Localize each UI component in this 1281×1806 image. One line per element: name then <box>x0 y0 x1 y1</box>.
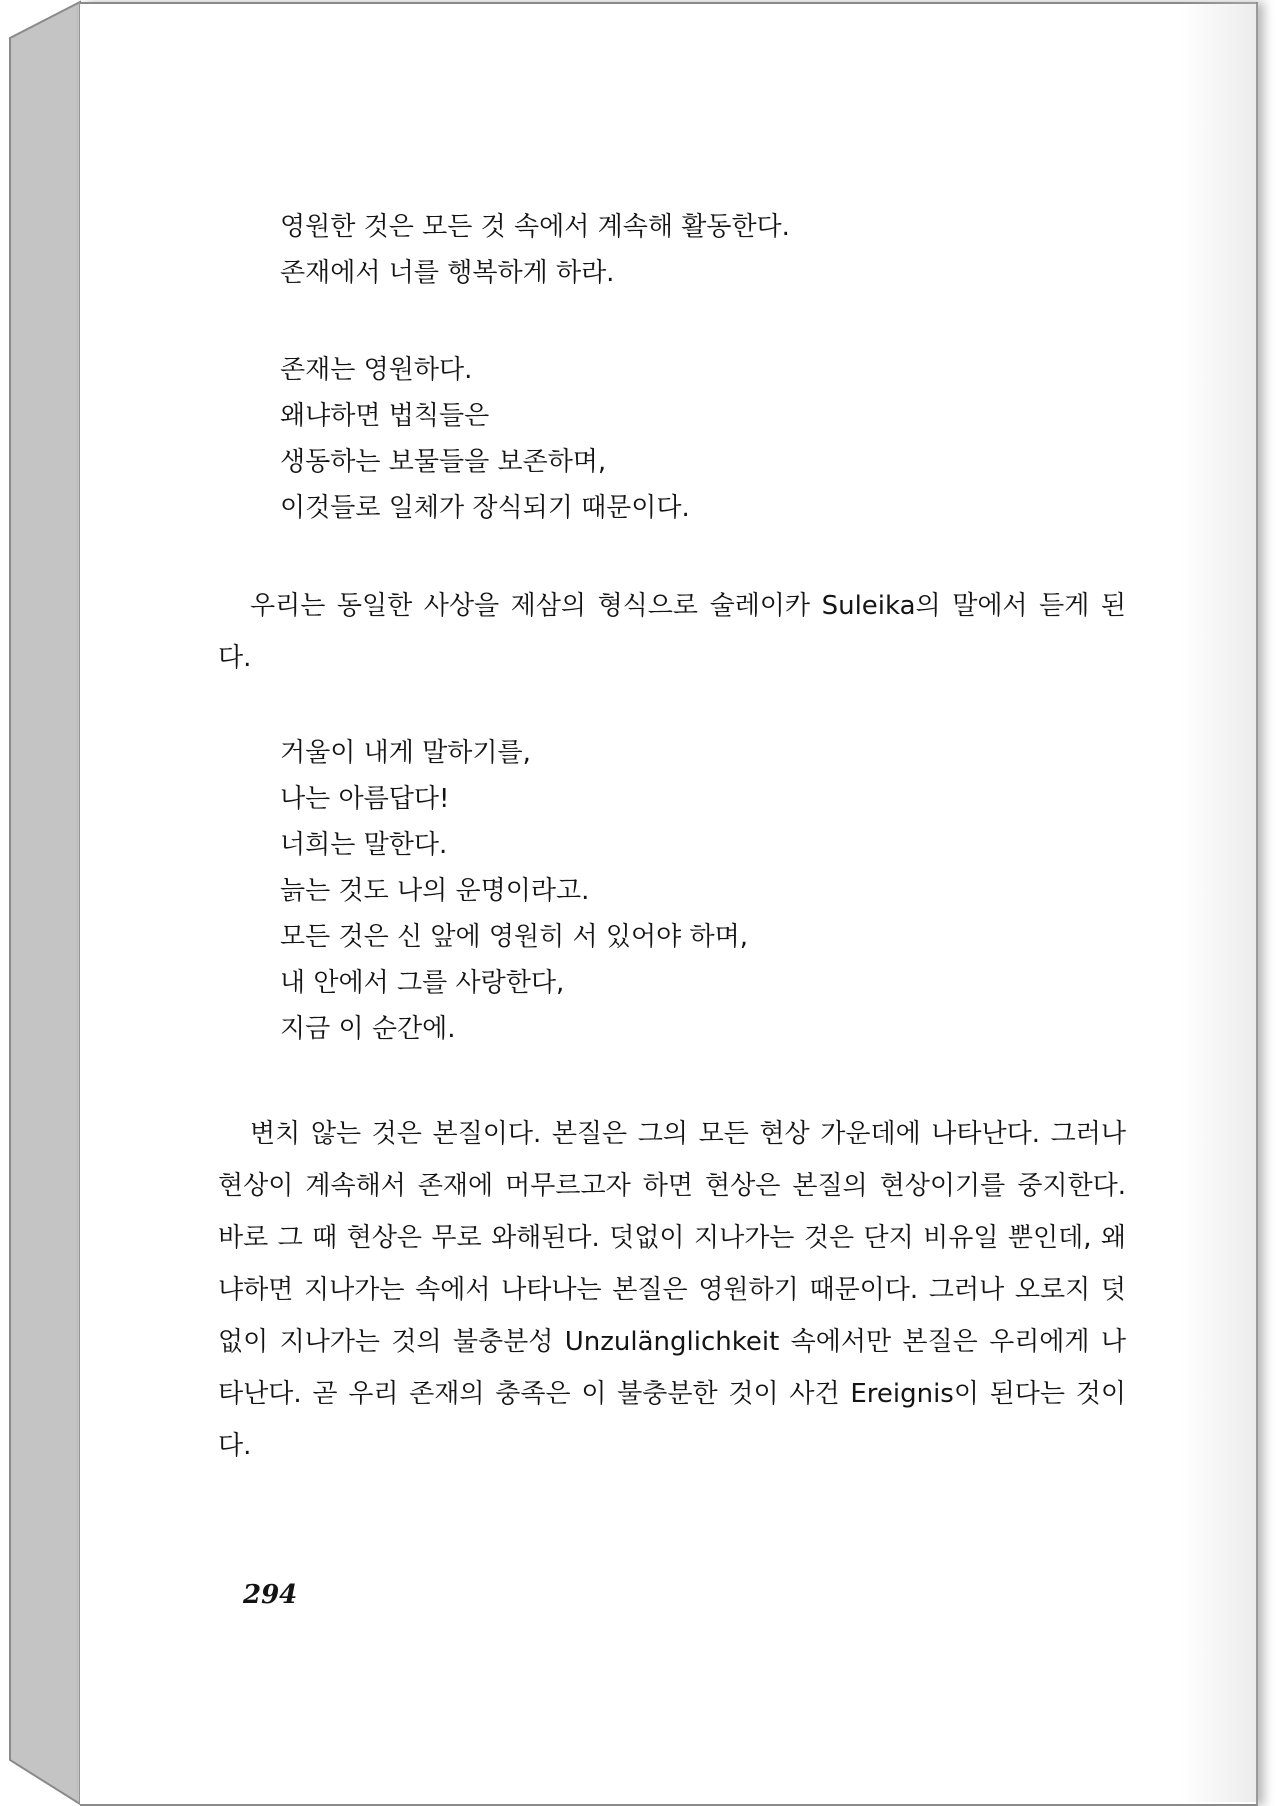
verse-line: 영원한 것은 모든 것 속에서 계속해 활동한다. <box>280 212 790 242</box>
verse-line: 지금 이 순간에. <box>280 1014 456 1044</box>
verse-block-2 <box>280 347 690 531</box>
verse-line: 왜냐하면 법칙들은 <box>280 401 490 431</box>
paragraph-1: 우리는 동일한 사상을 제삼의 형식으로 술레이카 Suleika의 말에서 듣게 된다. <box>218 591 1126 673</box>
verse-line: 나는 아름답다! <box>280 784 450 814</box>
verse-block-3 <box>280 730 748 1052</box>
book-spine <box>0 0 82 1806</box>
verse-line: 생동하는 보물들을 보존하며, <box>280 447 607 477</box>
verse-line: 존재는 영원하다. <box>280 355 473 385</box>
verse-line: 모든 것은 신 앞에 영원히 서 있어야 하며, <box>280 922 748 952</box>
paragraph-2: 변치 않는 것은 본질이다. 본질은 그의 모든 현상 가운데에 나타난다. 그러나 현상이 계속해서 존재에 머무르고자 하면 현상은 본질의 현상이기를 중지한다. 바로 그 때 현상은 무로 와해된다. 덧없이 지나가는 것은 단지 비유일 뿐인데, 왜냐하면 지나가는 속에서 나타나는 본질은 영원하기 때문이다. 그러나 오로지 덧없이 지나가는 것의 불충분성 Unzulänglichkeit 속에서만 본질은 우리에게 나타난다. 곧 우리 존재의 충족은 이 불충분한 것이 사건 Ereignis이 된다는 것이다. <box>218 1119 1126 1461</box>
verse-line: 너희는 말한다. <box>280 830 448 860</box>
verse-line: 거울이 내게 말하기를, <box>280 738 531 768</box>
verse-line: 이것들로 일체가 장식되기 때문이다. <box>280 493 690 523</box>
verse-line: 내 안에서 그를 사랑한다, <box>280 968 565 998</box>
verse-block-1 <box>280 204 790 296</box>
verse-line: 존재에서 너를 행복하게 하라. <box>280 258 615 288</box>
page-number: 294 <box>243 1580 298 1610</box>
verse-line: 늙는 것도 나의 운명이라고. <box>280 876 590 906</box>
